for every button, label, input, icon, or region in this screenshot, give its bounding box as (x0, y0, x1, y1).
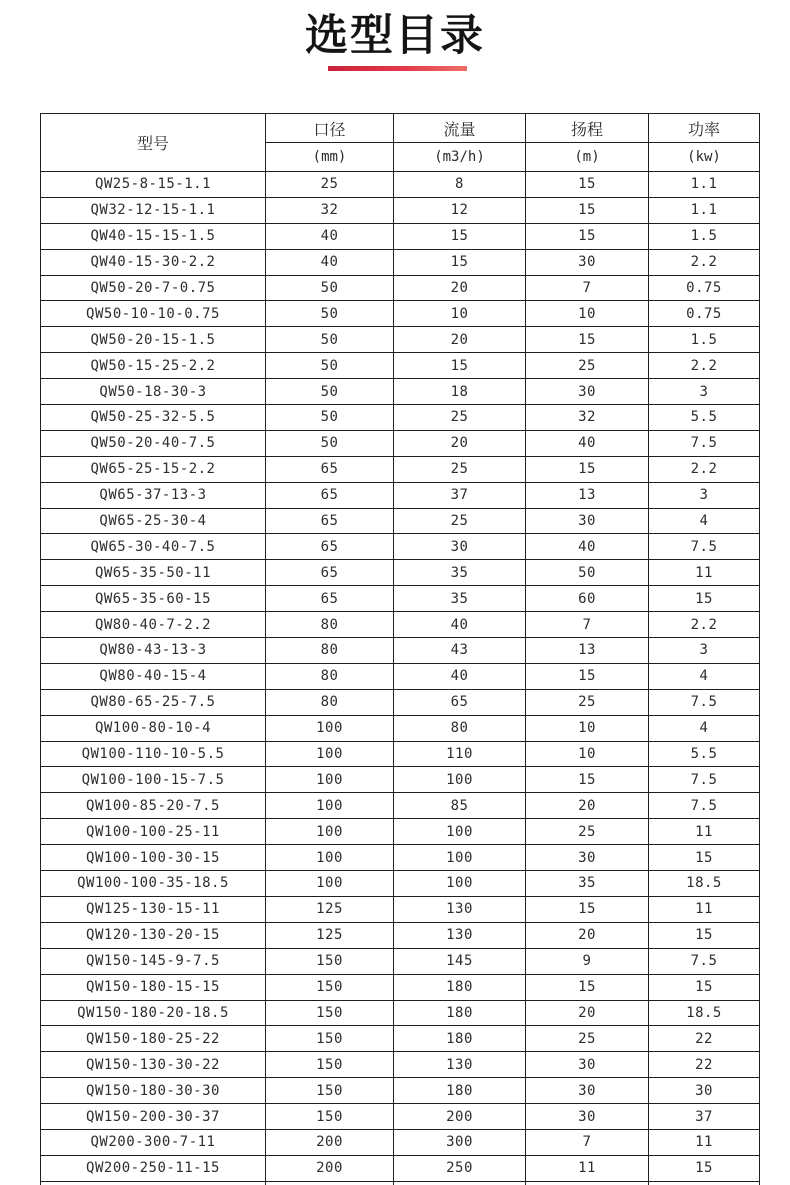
cell-power: 11 (649, 819, 760, 845)
cell-head: 25 (526, 819, 649, 845)
cell-power: 1.5 (649, 327, 760, 353)
cell-model: QW80-65-25-7.5 (41, 689, 266, 715)
cell-head: 30 (526, 508, 649, 534)
header-power: 功率 (649, 114, 760, 143)
table-row (41, 715, 760, 741)
cell-head: 35 (526, 871, 649, 897)
cell-head: 7 (526, 1129, 649, 1155)
cell-model: QW50-20-40-7.5 (41, 430, 266, 456)
cell-flow: 85 (394, 793, 526, 819)
table-row (41, 1104, 760, 1130)
cell-model: QW150-180-15-15 (41, 974, 266, 1000)
cell-model: QW50-25-32-5.5 (41, 405, 266, 431)
cell-head: 30 (526, 1104, 649, 1130)
cell-model: QW100-80-10-4 (41, 715, 266, 741)
selection-catalog-table (40, 113, 760, 1185)
cell-head: 20 (526, 1000, 649, 1026)
cell-model: QW40-15-30-2.2 (41, 249, 266, 275)
cell-head: 15 (526, 223, 649, 249)
header-head-unit: (m) (526, 143, 649, 172)
cell-diameter: 100 (266, 819, 394, 845)
cell-flow: 8 (394, 172, 526, 198)
table-row (41, 948, 760, 974)
cell-diameter: 125 (266, 896, 394, 922)
cell-power: 7.5 (649, 793, 760, 819)
cell-flow: 180 (394, 1026, 526, 1052)
cell-flow: 180 (394, 1078, 526, 1104)
cell-head: 7 (526, 275, 649, 301)
cell-flow: 15 (394, 249, 526, 275)
cell-diameter: 32 (266, 197, 394, 223)
header-diameter-unit: (mm) (266, 143, 394, 172)
cell-head: 20 (526, 793, 649, 819)
table-row-partial (41, 1181, 760, 1185)
cell-power: 11 (649, 1129, 760, 1155)
cell-power: 11 (649, 896, 760, 922)
cell-power: 3 (649, 379, 760, 405)
table-row (41, 1129, 760, 1155)
header-diameter: 口径 (266, 114, 394, 143)
cell-power: 4 (649, 663, 760, 689)
cell-flow: 40 (394, 612, 526, 638)
cell-power: 15 (649, 922, 760, 948)
cell-power: 3 (649, 482, 760, 508)
cell-head: 15 (526, 456, 649, 482)
table-row (41, 327, 760, 353)
cell-flow: 130 (394, 896, 526, 922)
cell-diameter: 50 (266, 353, 394, 379)
cell-flow: 80 (394, 715, 526, 741)
cell-flow: 18 (394, 379, 526, 405)
cell-head (526, 1181, 649, 1185)
cell-power: 7.5 (649, 534, 760, 560)
cell-power: 15 (649, 845, 760, 871)
table-row (41, 482, 760, 508)
cell-diameter: 100 (266, 767, 394, 793)
cell-flow: 40 (394, 663, 526, 689)
cell-diameter: 40 (266, 249, 394, 275)
cell-model: QW50-18-30-3 (41, 379, 266, 405)
table-row (41, 430, 760, 456)
cell-flow: 180 (394, 1000, 526, 1026)
table-body (41, 172, 760, 1185)
cell-flow: 145 (394, 948, 526, 974)
cell-diameter: 100 (266, 741, 394, 767)
header-head: 扬程 (526, 114, 649, 143)
cell-model: QW50-10-10-0.75 (41, 301, 266, 327)
cell-model: QW150-180-20-18.5 (41, 1000, 266, 1026)
cell-flow: 43 (394, 638, 526, 664)
cell-head: 30 (526, 845, 649, 871)
cell-diameter: 50 (266, 301, 394, 327)
cell-model (41, 1181, 266, 1185)
cell-model: QW65-25-15-2.2 (41, 456, 266, 482)
table-row (41, 612, 760, 638)
cell-power: 0.75 (649, 301, 760, 327)
cell-head: 11 (526, 1155, 649, 1181)
cell-model: QW50-15-25-2.2 (41, 353, 266, 379)
cell-head: 15 (526, 663, 649, 689)
table-row (41, 301, 760, 327)
cell-power: 2.2 (649, 612, 760, 638)
table-row (41, 922, 760, 948)
cell-diameter: 65 (266, 482, 394, 508)
header-flow: 流量 (394, 114, 526, 143)
cell-model: QW200-250-11-15 (41, 1155, 266, 1181)
cell-power: 5.5 (649, 741, 760, 767)
cell-head: 15 (526, 172, 649, 198)
cell-power: 15 (649, 586, 760, 612)
cell-model: QW32-12-15-1.1 (41, 197, 266, 223)
cell-diameter: 150 (266, 1000, 394, 1026)
cell-head: 15 (526, 896, 649, 922)
table-row (41, 741, 760, 767)
cell-head: 20 (526, 922, 649, 948)
table-row (41, 534, 760, 560)
cell-power: 18.5 (649, 1000, 760, 1026)
cell-power: 4 (649, 508, 760, 534)
cell-diameter: 65 (266, 508, 394, 534)
cell-flow: 15 (394, 353, 526, 379)
cell-diameter: 80 (266, 612, 394, 638)
cell-diameter: 200 (266, 1155, 394, 1181)
cell-head: 32 (526, 405, 649, 431)
cell-model: QW80-43-13-3 (41, 638, 266, 664)
cell-head: 50 (526, 560, 649, 586)
cell-power: 5.5 (649, 405, 760, 431)
cell-power: 22 (649, 1026, 760, 1052)
cell-head: 15 (526, 327, 649, 353)
cell-model: QW100-100-25-11 (41, 819, 266, 845)
cell-power: 18.5 (649, 871, 760, 897)
table-row (41, 275, 760, 301)
title-underline-accent (328, 66, 467, 71)
cell-flow: 10 (394, 301, 526, 327)
cell-head: 30 (526, 379, 649, 405)
table-row (41, 1000, 760, 1026)
table-row (41, 896, 760, 922)
table-row (41, 1026, 760, 1052)
cell-diameter: 150 (266, 948, 394, 974)
cell-diameter: 200 (266, 1129, 394, 1155)
table-row (41, 1155, 760, 1181)
cell-head: 10 (526, 741, 649, 767)
table-row (41, 172, 760, 198)
cell-power: 2.2 (649, 249, 760, 275)
table-row (41, 379, 760, 405)
cell-flow: 20 (394, 275, 526, 301)
cell-flow: 30 (394, 534, 526, 560)
cell-flow: 100 (394, 871, 526, 897)
cell-diameter: 65 (266, 534, 394, 560)
cell-diameter: 150 (266, 974, 394, 1000)
cell-diameter: 50 (266, 430, 394, 456)
table-row (41, 974, 760, 1000)
cell-diameter: 65 (266, 560, 394, 586)
cell-model: QW100-100-35-18.5 (41, 871, 266, 897)
cell-diameter: 150 (266, 1052, 394, 1078)
cell-power: 1.5 (649, 223, 760, 249)
cell-power: 7.5 (649, 430, 760, 456)
cell-model: QW150-200-30-37 (41, 1104, 266, 1130)
cell-diameter: 150 (266, 1104, 394, 1130)
cell-head: 15 (526, 974, 649, 1000)
cell-model: QW100-100-15-7.5 (41, 767, 266, 793)
table-row (41, 793, 760, 819)
cell-flow: 12 (394, 197, 526, 223)
cell-flow: 130 (394, 922, 526, 948)
cell-head: 30 (526, 249, 649, 275)
cell-model: QW65-35-50-11 (41, 560, 266, 586)
cell-flow: 35 (394, 586, 526, 612)
table-row (41, 767, 760, 793)
table-row (41, 1078, 760, 1104)
cell-head: 9 (526, 948, 649, 974)
cell-power: 22 (649, 1052, 760, 1078)
cell-head: 10 (526, 301, 649, 327)
cell-flow: 25 (394, 508, 526, 534)
cell-model: QW150-130-30-22 (41, 1052, 266, 1078)
cell-flow: 130 (394, 1052, 526, 1078)
cell-diameter: 40 (266, 223, 394, 249)
cell-model: QW25-8-15-1.1 (41, 172, 266, 198)
cell-model: QW40-15-15-1.5 (41, 223, 266, 249)
cell-flow: 15 (394, 223, 526, 249)
cell-power: 37 (649, 1104, 760, 1130)
cell-model: QW50-20-7-0.75 (41, 275, 266, 301)
cell-flow: 250 (394, 1155, 526, 1181)
cell-model: QW200-300-7-11 (41, 1129, 266, 1155)
cell-model: QW125-130-15-11 (41, 896, 266, 922)
cell-diameter: 50 (266, 275, 394, 301)
header-model: 型号 (41, 114, 266, 172)
table-row (41, 197, 760, 223)
cell-power: 2.2 (649, 456, 760, 482)
cell-power: 2.2 (649, 353, 760, 379)
cell-head: 40 (526, 534, 649, 560)
header-power-unit: (kw) (649, 143, 760, 172)
table-row (41, 249, 760, 275)
table-row (41, 871, 760, 897)
cell-diameter: 150 (266, 1078, 394, 1104)
cell-model: QW80-40-15-4 (41, 663, 266, 689)
table-row (41, 353, 760, 379)
table-row (41, 508, 760, 534)
cell-power: 4 (649, 715, 760, 741)
cell-flow: 180 (394, 974, 526, 1000)
table-row (41, 845, 760, 871)
cell-flow: 20 (394, 327, 526, 353)
cell-diameter: 50 (266, 327, 394, 353)
cell-head: 13 (526, 638, 649, 664)
cell-diameter: 65 (266, 456, 394, 482)
cell-flow: 65 (394, 689, 526, 715)
cell-flow (394, 1181, 526, 1185)
cell-power: 30 (649, 1078, 760, 1104)
cell-flow: 37 (394, 482, 526, 508)
cell-flow: 200 (394, 1104, 526, 1130)
cell-head: 25 (526, 353, 649, 379)
table-row (41, 223, 760, 249)
cell-power: 15 (649, 974, 760, 1000)
cell-flow: 100 (394, 767, 526, 793)
cell-flow: 20 (394, 430, 526, 456)
cell-diameter: 125 (266, 922, 394, 948)
cell-power: 7.5 (649, 948, 760, 974)
cell-head: 7 (526, 612, 649, 638)
cell-model: QW65-37-13-3 (41, 482, 266, 508)
cell-diameter: 150 (266, 1026, 394, 1052)
table-row (41, 560, 760, 586)
page-title: 选型目录 (305, 12, 485, 60)
cell-model: QW100-85-20-7.5 (41, 793, 266, 819)
cell-head: 15 (526, 767, 649, 793)
cell-power: 3 (649, 638, 760, 664)
cell-diameter: 100 (266, 845, 394, 871)
cell-diameter: 80 (266, 689, 394, 715)
cell-model: QW150-180-25-22 (41, 1026, 266, 1052)
cell-diameter (266, 1181, 394, 1185)
cell-diameter: 80 (266, 638, 394, 664)
cell-power: 7.5 (649, 689, 760, 715)
cell-diameter: 100 (266, 715, 394, 741)
table-row (41, 819, 760, 845)
cell-diameter: 50 (266, 405, 394, 431)
table-row (41, 405, 760, 431)
cell-power: 1.1 (649, 197, 760, 223)
cell-model: QW50-20-15-1.5 (41, 327, 266, 353)
cell-diameter: 65 (266, 586, 394, 612)
cell-power (649, 1181, 760, 1185)
cell-head: 30 (526, 1078, 649, 1104)
cell-head: 25 (526, 689, 649, 715)
cell-flow: 100 (394, 845, 526, 871)
cell-diameter: 100 (266, 793, 394, 819)
cell-power: 1.1 (649, 172, 760, 198)
table-row (41, 1052, 760, 1078)
cell-model: QW65-30-40-7.5 (41, 534, 266, 560)
cell-model: QW150-145-9-7.5 (41, 948, 266, 974)
cell-flow: 25 (394, 405, 526, 431)
cell-model: QW65-35-60-15 (41, 586, 266, 612)
table-row (41, 456, 760, 482)
table-header (41, 114, 760, 172)
cell-flow: 25 (394, 456, 526, 482)
cell-head: 40 (526, 430, 649, 456)
header-row-labels (41, 114, 760, 143)
cell-model: QW100-110-10-5.5 (41, 741, 266, 767)
cell-diameter: 25 (266, 172, 394, 198)
header-flow-unit: (m3/h) (394, 143, 526, 172)
cell-diameter: 50 (266, 379, 394, 405)
table-row (41, 586, 760, 612)
cell-power: 15 (649, 1155, 760, 1181)
cell-diameter: 100 (266, 871, 394, 897)
cell-diameter: 80 (266, 663, 394, 689)
cell-model: QW80-40-7-2.2 (41, 612, 266, 638)
cell-flow: 300 (394, 1129, 526, 1155)
cell-head: 10 (526, 715, 649, 741)
table-row (41, 638, 760, 664)
cell-flow: 100 (394, 819, 526, 845)
cell-power: 11 (649, 560, 760, 586)
cell-model: QW120-130-20-15 (41, 922, 266, 948)
table-row (41, 663, 760, 689)
cell-head: 15 (526, 197, 649, 223)
cell-head: 13 (526, 482, 649, 508)
cell-flow: 110 (394, 741, 526, 767)
cell-model: QW100-100-30-15 (41, 845, 266, 871)
cell-head: 60 (526, 586, 649, 612)
table-row (41, 689, 760, 715)
cell-power: 0.75 (649, 275, 760, 301)
cell-model: QW150-180-30-30 (41, 1078, 266, 1104)
cell-head: 30 (526, 1052, 649, 1078)
cell-model: QW65-25-30-4 (41, 508, 266, 534)
cell-head: 25 (526, 1026, 649, 1052)
cell-power: 7.5 (649, 767, 760, 793)
cell-flow: 35 (394, 560, 526, 586)
